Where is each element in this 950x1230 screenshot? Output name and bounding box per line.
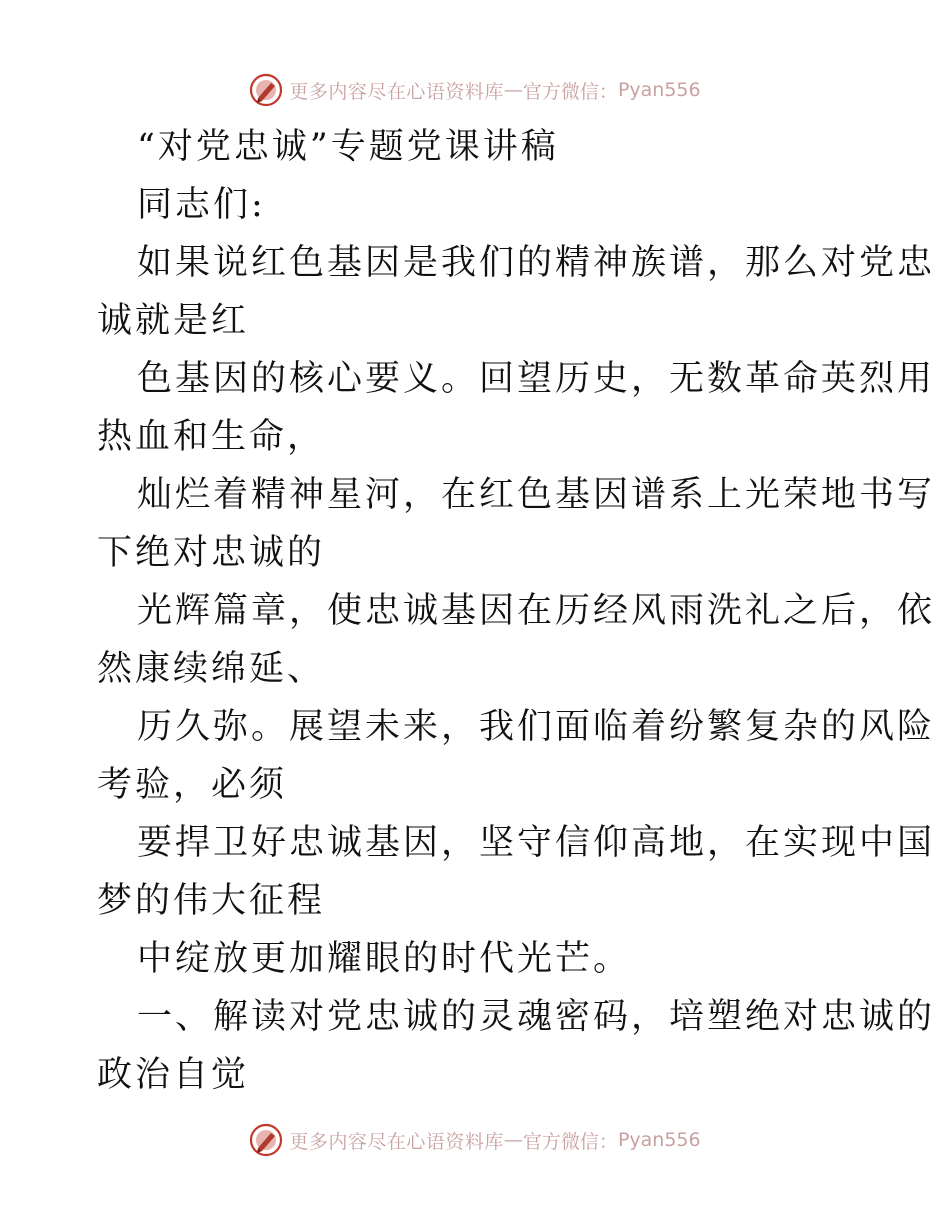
document-title: “对党忠诚”专题党课讲稿 — [137, 127, 559, 167]
section-heading-line: 政治自觉 — [97, 1055, 250, 1095]
paragraph-line: 历久弥。展望未来，我们面临着纷繁复杂的风险 — [137, 707, 936, 747]
watermark-official-label: 官方微信： — [522, 80, 618, 103]
paragraph-line: 下绝对忠诚的 — [97, 533, 326, 573]
paragraph-line: 同志们: — [137, 185, 266, 225]
watermark-wechat-id: Pyan556 — [617, 79, 701, 101]
paragraph-line: 梦的伟大征程 — [97, 881, 326, 921]
paragraph-line: 如果说红色基因是我们的精神族谱，那么对党忠 — [137, 243, 936, 283]
watermark-official-label: 官方微信： — [522, 1130, 618, 1153]
paragraph-line: 热血和生命， — [97, 417, 326, 457]
watermark-separator: — — [503, 1129, 523, 1151]
paragraph-line: 要捍卫好忠诚基因，坚守信仰高地，在实现中国 — [137, 823, 936, 863]
section-heading-line: 一、解读对党忠诚的灵魂密码，培塑绝对忠诚的 — [137, 997, 936, 1037]
paragraph-line: 色基因的核心要义。回望历史，无数革命英烈用 — [137, 359, 936, 399]
paragraph-line: 光辉篇章，使忠诚基因在历经风雨洗礼之后，依 — [137, 591, 936, 631]
watermark-site-text: 更多内容尽在心语资料库 — [289, 1130, 504, 1153]
paragraph-line: 诚就是红 — [97, 301, 250, 341]
watermark-wechat-id: Pyan556 — [617, 1129, 701, 1151]
header-watermark — [0, 70, 950, 110]
footer-watermark — [0, 1120, 950, 1160]
document-body — [97, 118, 936, 1104]
watermark-site-text: 更多内容尽在心语资料库 — [289, 80, 504, 103]
paragraph-line: 然康续绵延、 — [97, 649, 326, 689]
red-pen-circle-logo-icon — [249, 73, 283, 107]
red-pen-circle-logo-icon — [249, 1123, 283, 1157]
paragraph-line: 考验，必须 — [97, 765, 288, 805]
paragraph-line: 灿烂着精神星河，在红色基因谱系上光荣地书写 — [137, 475, 936, 515]
watermark-separator: — — [503, 79, 523, 101]
paragraph-line: 中绽放更加耀眼的时代光芒。 — [137, 939, 632, 979]
